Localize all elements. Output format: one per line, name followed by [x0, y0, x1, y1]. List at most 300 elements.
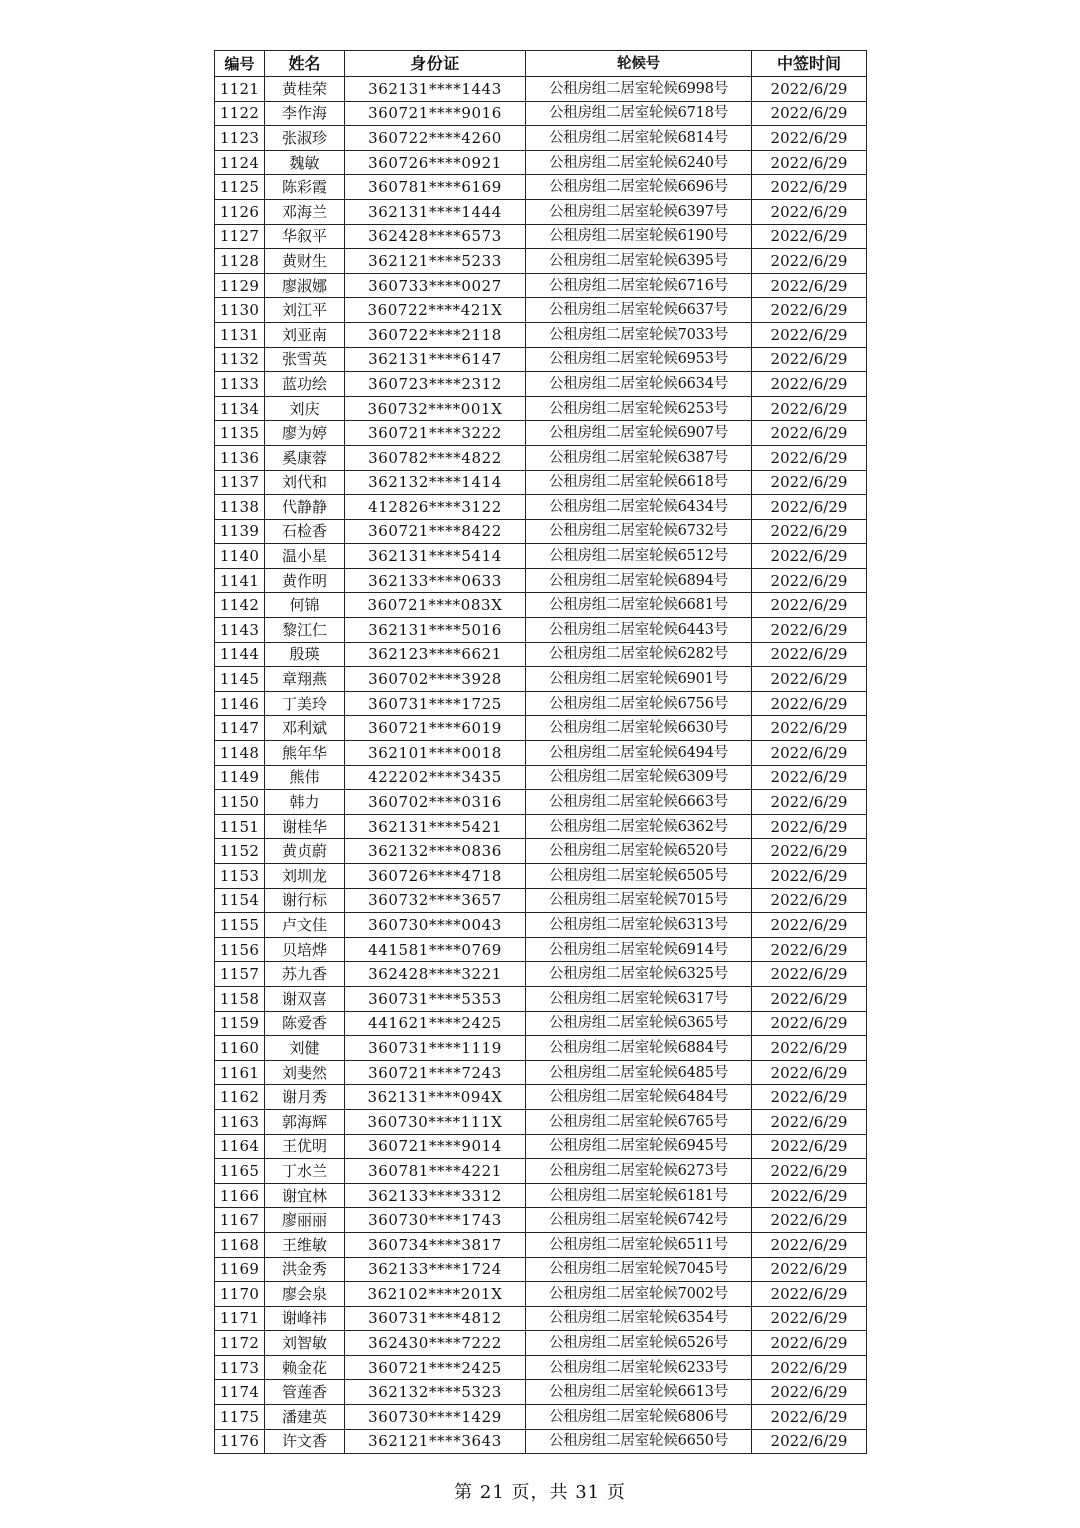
cell-draw-date: 2022/6/29 [752, 175, 867, 200]
cell-number: 1145 [215, 667, 265, 692]
cell-number: 1136 [215, 445, 265, 470]
cell-queue-number: 公租房组二居室轮候6998号 [526, 77, 752, 102]
cell-number: 1123 [215, 126, 265, 151]
cell-number: 1167 [215, 1208, 265, 1233]
cell-number: 1173 [215, 1355, 265, 1380]
table-row [215, 495, 867, 520]
cell-draw-date: 2022/6/29 [752, 273, 867, 298]
cell-id-card: 362131****1443 [345, 77, 526, 102]
cell-draw-date: 2022/6/29 [752, 495, 867, 520]
cell-queue-number: 公租房组二居室轮候6520号 [526, 839, 752, 864]
cell-draw-date: 2022/6/29 [752, 101, 867, 126]
cell-queue-number: 公租房组二居室轮候6325号 [526, 962, 752, 987]
cell-number: 1152 [215, 839, 265, 864]
cell-number: 1169 [215, 1257, 265, 1282]
cell-queue-number: 公租房组二居室轮候6637号 [526, 298, 752, 323]
cell-id-card: 360730****0043 [345, 913, 526, 938]
table-row [215, 888, 867, 913]
cell-id-card: 360781****4221 [345, 1159, 526, 1184]
cell-number: 1156 [215, 937, 265, 962]
cell-name: 殷瑛 [265, 642, 345, 667]
cell-number: 1142 [215, 593, 265, 618]
table-row [215, 937, 867, 962]
cell-queue-number: 公租房组二居室轮候6814号 [526, 126, 752, 151]
table-row [215, 470, 867, 495]
cell-number: 1150 [215, 790, 265, 815]
cell-queue-number: 公租房组二居室轮候6901号 [526, 667, 752, 692]
cell-number: 1129 [215, 273, 265, 298]
cell-draw-date: 2022/6/29 [752, 470, 867, 495]
cell-id-card: 362133****0633 [345, 568, 526, 593]
cell-name: 丁美玲 [265, 691, 345, 716]
cell-queue-number: 公租房组二居室轮候6914号 [526, 937, 752, 962]
cell-number: 1135 [215, 421, 265, 446]
cell-name: 刘圳龙 [265, 864, 345, 889]
table-row [215, 741, 867, 766]
cell-id-card: 360733****0027 [345, 273, 526, 298]
cell-name: 刘健 [265, 1036, 345, 1061]
cell-queue-number: 公租房组二居室轮候6273号 [526, 1159, 752, 1184]
cell-number: 1164 [215, 1134, 265, 1159]
cell-draw-date: 2022/6/29 [752, 1134, 867, 1159]
cell-name: 刘代和 [265, 470, 345, 495]
cell-name: 华叙平 [265, 224, 345, 249]
cell-draw-date: 2022/6/29 [752, 150, 867, 175]
cell-draw-date: 2022/6/29 [752, 937, 867, 962]
cell-id-card: 362132****1414 [345, 470, 526, 495]
cell-name: 黄贞蔚 [265, 839, 345, 864]
cell-name: 谢行标 [265, 888, 345, 913]
table-row [215, 224, 867, 249]
cell-queue-number: 公租房组二居室轮候6190号 [526, 224, 752, 249]
cell-number: 1157 [215, 962, 265, 987]
cell-id-card: 360721****083X [345, 593, 526, 618]
table-row [215, 1085, 867, 1110]
cell-queue-number: 公租房组二居室轮候6512号 [526, 544, 752, 569]
cell-id-card: 362121****3643 [345, 1429, 526, 1454]
cell-draw-date: 2022/6/29 [752, 814, 867, 839]
cell-queue-number: 公租房组二居室轮候6317号 [526, 986, 752, 1011]
cell-queue-number: 公租房组二居室轮候6650号 [526, 1429, 752, 1454]
cell-draw-date: 2022/6/29 [752, 445, 867, 470]
cell-id-card: 422202****3435 [345, 765, 526, 790]
cell-name: 李作海 [265, 101, 345, 126]
cell-number: 1143 [215, 618, 265, 643]
table-row [215, 790, 867, 815]
table-row [215, 347, 867, 372]
cell-id-card: 360722****2118 [345, 322, 526, 347]
cell-name: 许文香 [265, 1429, 345, 1454]
table-row [215, 864, 867, 889]
cell-queue-number: 公租房组二居室轮候6696号 [526, 175, 752, 200]
cell-draw-date: 2022/6/29 [752, 1282, 867, 1307]
cell-queue-number: 公租房组二居室轮候7015号 [526, 888, 752, 913]
cell-draw-date: 2022/6/29 [752, 1109, 867, 1134]
cell-queue-number: 公租房组二居室轮候6732号 [526, 519, 752, 544]
cell-draw-date: 2022/6/29 [752, 888, 867, 913]
cell-draw-date: 2022/6/29 [752, 839, 867, 864]
cell-name: 刘斐然 [265, 1060, 345, 1085]
table-row [215, 1306, 867, 1331]
table-row [215, 322, 867, 347]
cell-number: 1126 [215, 199, 265, 224]
cell-id-card: 362131****1444 [345, 199, 526, 224]
cell-id-card: 362131****5421 [345, 814, 526, 839]
table-row [215, 1183, 867, 1208]
cell-id-card: 360730****1429 [345, 1405, 526, 1430]
cell-name: 奚康蓉 [265, 445, 345, 470]
cell-id-card: 362430****7222 [345, 1331, 526, 1356]
cell-number: 1158 [215, 986, 265, 1011]
cell-name: 章翔燕 [265, 667, 345, 692]
cell-id-card: 360723****2312 [345, 372, 526, 397]
cell-id-card: 360721****6019 [345, 716, 526, 741]
table-row [215, 101, 867, 126]
header-name: 姓名 [265, 51, 345, 77]
cell-queue-number: 公租房组二居室轮候6894号 [526, 568, 752, 593]
table-row [215, 716, 867, 741]
cell-number: 1153 [215, 864, 265, 889]
cell-queue-number: 公租房组二居室轮候6484号 [526, 1085, 752, 1110]
cell-number: 1130 [215, 298, 265, 323]
header-number: 编号 [215, 51, 265, 77]
table-row [215, 814, 867, 839]
cell-queue-number: 公租房组二居室轮候6716号 [526, 273, 752, 298]
cell-name: 卢文佳 [265, 913, 345, 938]
cell-draw-date: 2022/6/29 [752, 1355, 867, 1380]
cell-queue-number: 公租房组二居室轮候6618号 [526, 470, 752, 495]
cell-id-card: 362131****5414 [345, 544, 526, 569]
table-row [215, 1134, 867, 1159]
cell-number: 1128 [215, 249, 265, 274]
cell-id-card: 360732****3657 [345, 888, 526, 913]
cell-queue-number: 公租房组二居室轮候6233号 [526, 1355, 752, 1380]
table-row [215, 249, 867, 274]
cell-draw-date: 2022/6/29 [752, 962, 867, 987]
table-row [215, 126, 867, 151]
cell-draw-date: 2022/6/29 [752, 1380, 867, 1405]
cell-id-card: 360722****4260 [345, 126, 526, 151]
cell-name: 邓利斌 [265, 716, 345, 741]
cell-queue-number: 公租房组二居室轮候6494号 [526, 741, 752, 766]
cell-name: 廖会泉 [265, 1282, 345, 1307]
cell-number: 1141 [215, 568, 265, 593]
cell-id-card: 362131****094X [345, 1085, 526, 1110]
cell-queue-number: 公租房组二居室轮候6742号 [526, 1208, 752, 1233]
table-row [215, 913, 867, 938]
cell-draw-date: 2022/6/29 [752, 347, 867, 372]
table-row [215, 642, 867, 667]
cell-number: 1175 [215, 1405, 265, 1430]
cell-queue-number: 公租房组二居室轮候6884号 [526, 1036, 752, 1061]
cell-queue-number: 公租房组二居室轮候6756号 [526, 691, 752, 716]
cell-draw-date: 2022/6/29 [752, 421, 867, 446]
cell-draw-date: 2022/6/29 [752, 1060, 867, 1085]
cell-number: 1171 [215, 1306, 265, 1331]
cell-id-card: 362428****6573 [345, 224, 526, 249]
cell-queue-number: 公租房组二居室轮候6485号 [526, 1060, 752, 1085]
cell-draw-date: 2022/6/29 [752, 1232, 867, 1257]
cell-name: 邓海兰 [265, 199, 345, 224]
table-row [215, 421, 867, 446]
cell-name: 刘江平 [265, 298, 345, 323]
cell-number: 1147 [215, 716, 265, 741]
table-row [215, 298, 867, 323]
cell-draw-date: 2022/6/29 [752, 1208, 867, 1233]
cell-queue-number: 公租房组二居室轮候6505号 [526, 864, 752, 889]
cell-draw-date: 2022/6/29 [752, 126, 867, 151]
cell-number: 1125 [215, 175, 265, 200]
cell-draw-date: 2022/6/29 [752, 667, 867, 692]
cell-draw-date: 2022/6/29 [752, 544, 867, 569]
cell-id-card: 360731****4812 [345, 1306, 526, 1331]
cell-name: 谢峰祎 [265, 1306, 345, 1331]
table-row [215, 1109, 867, 1134]
cell-draw-date: 2022/6/29 [752, 322, 867, 347]
cell-number: 1159 [215, 1011, 265, 1036]
cell-draw-date: 2022/6/29 [752, 519, 867, 544]
cell-name: 代静静 [265, 495, 345, 520]
cell-queue-number: 公租房组二居室轮候6365号 [526, 1011, 752, 1036]
cell-draw-date: 2022/6/29 [752, 765, 867, 790]
cell-id-card: 360726****4718 [345, 864, 526, 889]
cell-queue-number: 公租房组二居室轮候6907号 [526, 421, 752, 446]
cell-id-card: 360726****0921 [345, 150, 526, 175]
table-row [215, 396, 867, 421]
table-row [215, 962, 867, 987]
cell-draw-date: 2022/6/29 [752, 372, 867, 397]
cell-id-card: 362131****6147 [345, 347, 526, 372]
cell-queue-number: 公租房组二居室轮候6634号 [526, 372, 752, 397]
table-header-row [215, 51, 867, 77]
table-row [215, 445, 867, 470]
table-row [215, 1208, 867, 1233]
cell-name: 谢月秀 [265, 1085, 345, 1110]
cell-name: 潘建英 [265, 1405, 345, 1430]
cell-name: 熊伟 [265, 765, 345, 790]
cell-queue-number: 公租房组二居室轮候6806号 [526, 1405, 752, 1430]
table-row [215, 1405, 867, 1430]
cell-name: 黄财生 [265, 249, 345, 274]
cell-number: 1144 [215, 642, 265, 667]
cell-id-card: 362121****5233 [345, 249, 526, 274]
cell-id-card: 360702****0316 [345, 790, 526, 815]
cell-id-card: 360721****8422 [345, 519, 526, 544]
cell-name: 谢桂华 [265, 814, 345, 839]
cell-number: 1133 [215, 372, 265, 397]
cell-number: 1122 [215, 101, 265, 126]
cell-queue-number: 公租房组二居室轮候6945号 [526, 1134, 752, 1159]
cell-draw-date: 2022/6/29 [752, 1257, 867, 1282]
cell-number: 1148 [215, 741, 265, 766]
table-row [215, 77, 867, 102]
cell-draw-date: 2022/6/29 [752, 986, 867, 1011]
cell-name: 石检香 [265, 519, 345, 544]
cell-number: 1132 [215, 347, 265, 372]
cell-queue-number: 公租房组二居室轮候6309号 [526, 765, 752, 790]
cell-name: 蓝功绘 [265, 372, 345, 397]
table-row [215, 544, 867, 569]
cell-draw-date: 2022/6/29 [752, 593, 867, 618]
cell-id-card: 362123****6621 [345, 642, 526, 667]
cell-draw-date: 2022/6/29 [752, 1331, 867, 1356]
cell-number: 1127 [215, 224, 265, 249]
table-row [215, 986, 867, 1011]
table-row [215, 1060, 867, 1085]
cell-id-card: 441621****2425 [345, 1011, 526, 1036]
cell-name: 陈彩霞 [265, 175, 345, 200]
cell-name: 廖丽丽 [265, 1208, 345, 1233]
cell-name: 陈爱香 [265, 1011, 345, 1036]
cell-queue-number: 公租房组二居室轮候6354号 [526, 1306, 752, 1331]
cell-draw-date: 2022/6/29 [752, 642, 867, 667]
cell-id-card: 360721****2425 [345, 1355, 526, 1380]
table-row [215, 1159, 867, 1184]
cell-number: 1161 [215, 1060, 265, 1085]
cell-number: 1139 [215, 519, 265, 544]
cell-name: 王优明 [265, 1134, 345, 1159]
table-row [215, 839, 867, 864]
cell-draw-date: 2022/6/29 [752, 396, 867, 421]
cell-queue-number: 公租房组二居室轮候6953号 [526, 347, 752, 372]
table-row [215, 372, 867, 397]
cell-number: 1165 [215, 1159, 265, 1184]
cell-name: 魏敏 [265, 150, 345, 175]
cell-name: 洪金秀 [265, 1257, 345, 1282]
table-row [215, 1429, 867, 1454]
cell-draw-date: 2022/6/29 [752, 199, 867, 224]
cell-number: 1155 [215, 913, 265, 938]
cell-draw-date: 2022/6/29 [752, 568, 867, 593]
cell-draw-date: 2022/6/29 [752, 716, 867, 741]
cell-draw-date: 2022/6/29 [752, 1405, 867, 1430]
cell-id-card: 362132****5323 [345, 1380, 526, 1405]
cell-number: 1149 [215, 765, 265, 790]
cell-number: 1151 [215, 814, 265, 839]
cell-name: 黎江仁 [265, 618, 345, 643]
cell-number: 1138 [215, 495, 265, 520]
cell-queue-number: 公租房组二居室轮候6395号 [526, 249, 752, 274]
cell-id-card: 362133****1724 [345, 1257, 526, 1282]
table-row [215, 667, 867, 692]
cell-id-card: 362132****0836 [345, 839, 526, 864]
header-id-card: 身份证 [345, 51, 526, 77]
cell-queue-number: 公租房组二居室轮候6240号 [526, 150, 752, 175]
cell-id-card: 441581****0769 [345, 937, 526, 962]
cell-queue-number: 公租房组二居室轮候6681号 [526, 593, 752, 618]
cell-number: 1146 [215, 691, 265, 716]
cell-name: 刘庆 [265, 396, 345, 421]
table-row [215, 1232, 867, 1257]
cell-name: 张淑珍 [265, 126, 345, 151]
cell-id-card: 360730****111X [345, 1109, 526, 1134]
cell-id-card: 360781****6169 [345, 175, 526, 200]
cell-id-card: 360721****9014 [345, 1134, 526, 1159]
cell-queue-number: 公租房组二居室轮候7045号 [526, 1257, 752, 1282]
table-row [215, 593, 867, 618]
cell-id-card: 360731****1725 [345, 691, 526, 716]
cell-number: 1172 [215, 1331, 265, 1356]
cell-name: 黄作明 [265, 568, 345, 593]
cell-draw-date: 2022/6/29 [752, 1429, 867, 1454]
table-row [215, 1331, 867, 1356]
cell-name: 张雪英 [265, 347, 345, 372]
cell-draw-date: 2022/6/29 [752, 618, 867, 643]
cell-name: 郭海辉 [265, 1109, 345, 1134]
cell-queue-number: 公租房组二居室轮候6443号 [526, 618, 752, 643]
cell-name: 熊年华 [265, 741, 345, 766]
cell-id-card: 362101****0018 [345, 741, 526, 766]
table-row [215, 273, 867, 298]
cell-name: 何锦 [265, 593, 345, 618]
cell-id-card: 360731****5353 [345, 986, 526, 1011]
cell-number: 1124 [215, 150, 265, 175]
header-queue-number: 轮候号 [526, 51, 752, 77]
cell-id-card: 412826****3122 [345, 495, 526, 520]
cell-number: 1168 [215, 1232, 265, 1257]
cell-draw-date: 2022/6/29 [752, 249, 867, 274]
cell-number: 1134 [215, 396, 265, 421]
cell-queue-number: 公租房组二居室轮候6253号 [526, 396, 752, 421]
cell-id-card: 362428****3221 [345, 962, 526, 987]
table-row [215, 175, 867, 200]
cell-draw-date: 2022/6/29 [752, 1159, 867, 1184]
table-row [215, 1036, 867, 1061]
table-row [215, 691, 867, 716]
cell-id-card: 362133****3312 [345, 1183, 526, 1208]
cell-number: 1121 [215, 77, 265, 102]
cell-queue-number: 公租房组二居室轮候6663号 [526, 790, 752, 815]
cell-draw-date: 2022/6/29 [752, 1085, 867, 1110]
table-row [215, 1380, 867, 1405]
cell-queue-number: 公租房组二居室轮候6282号 [526, 642, 752, 667]
cell-queue-number: 公租房组二居室轮候6181号 [526, 1183, 752, 1208]
table-row [215, 765, 867, 790]
cell-queue-number: 公租房组二居室轮候6765号 [526, 1109, 752, 1134]
header-draw-date: 中签时间 [752, 51, 867, 77]
cell-id-card: 360732****001X [345, 396, 526, 421]
cell-number: 1163 [215, 1109, 265, 1134]
cell-number: 1131 [215, 322, 265, 347]
lottery-result-table [214, 50, 867, 1454]
cell-number: 1174 [215, 1380, 265, 1405]
cell-draw-date: 2022/6/29 [752, 790, 867, 815]
cell-number: 1166 [215, 1183, 265, 1208]
cell-draw-date: 2022/6/29 [752, 224, 867, 249]
cell-id-card: 360730****1743 [345, 1208, 526, 1233]
table-row [215, 199, 867, 224]
cell-name: 苏九香 [265, 962, 345, 987]
cell-draw-date: 2022/6/29 [752, 298, 867, 323]
cell-queue-number: 公租房组二居室轮候6313号 [526, 913, 752, 938]
table-row [215, 1257, 867, 1282]
cell-name: 韩力 [265, 790, 345, 815]
table-row [215, 150, 867, 175]
cell-draw-date: 2022/6/29 [752, 77, 867, 102]
cell-queue-number: 公租房组二居室轮候6613号 [526, 1380, 752, 1405]
cell-queue-number: 公租房组二居室轮候6718号 [526, 101, 752, 126]
cell-id-card: 360721****3222 [345, 421, 526, 446]
cell-id-card: 360734****3817 [345, 1232, 526, 1257]
cell-queue-number: 公租房组二居室轮候6397号 [526, 199, 752, 224]
cell-draw-date: 2022/6/29 [752, 1011, 867, 1036]
cell-name: 黄桂荣 [265, 77, 345, 102]
cell-queue-number: 公租房组二居室轮候6387号 [526, 445, 752, 470]
cell-queue-number: 公租房组二居室轮候7033号 [526, 322, 752, 347]
table-row [215, 568, 867, 593]
cell-number: 1137 [215, 470, 265, 495]
table-row [215, 519, 867, 544]
